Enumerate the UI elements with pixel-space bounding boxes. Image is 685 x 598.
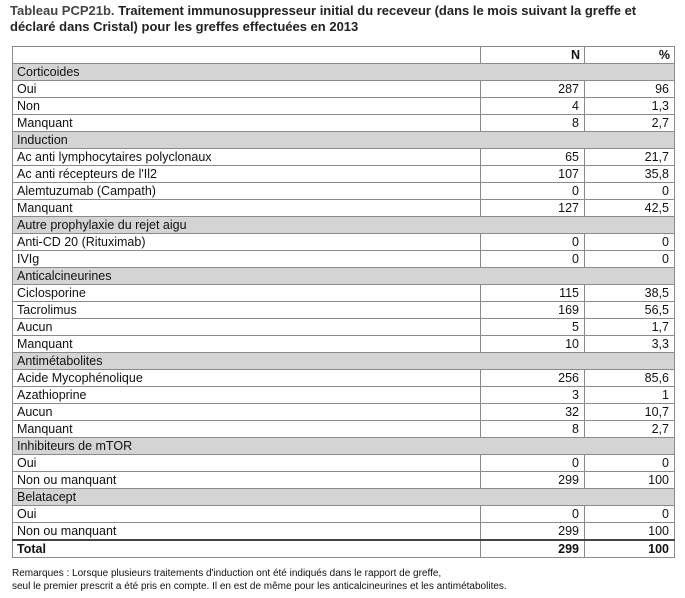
group-header-row	[13, 438, 675, 455]
row-count: 299	[481, 540, 585, 558]
row-label: Anti-CD 20 (Rituximab)	[13, 234, 481, 251]
table-row	[13, 472, 675, 489]
row-count: 256	[481, 370, 585, 387]
group-label: Corticoides	[13, 64, 675, 81]
row-percent: 1,7	[585, 319, 675, 336]
row-percent: 56,5	[585, 302, 675, 319]
row-label: Manquant	[13, 421, 481, 438]
row-count: 287	[481, 81, 585, 98]
group-label: Belatacept	[13, 489, 675, 506]
remarks	[12, 567, 677, 593]
group-header-row	[13, 489, 675, 506]
header-label-cell	[13, 47, 481, 64]
table-row	[13, 200, 675, 217]
row-percent: 2,7	[585, 421, 675, 438]
row-percent: 1	[585, 387, 675, 404]
treatment-table	[12, 46, 675, 558]
row-percent: 10,7	[585, 404, 675, 421]
table-row	[13, 149, 675, 166]
row-percent: 35,8	[585, 166, 675, 183]
row-label: Acide Mycophénolique	[13, 370, 481, 387]
total-row	[13, 540, 675, 558]
table-title	[10, 3, 680, 35]
row-count: 0	[481, 251, 585, 268]
table-row	[13, 404, 675, 421]
table-row	[13, 421, 675, 438]
table-row	[13, 387, 675, 404]
table-row	[13, 234, 675, 251]
table-row	[13, 183, 675, 200]
table-row	[13, 506, 675, 523]
header-n: N	[481, 47, 585, 64]
row-label: IVIg	[13, 251, 481, 268]
header-row	[13, 47, 675, 64]
row-label: Ac anti récepteurs de l'Il2	[13, 166, 481, 183]
group-label: Induction	[13, 132, 675, 149]
table-row	[13, 336, 675, 353]
group-header-row	[13, 132, 675, 149]
row-percent: 85,6	[585, 370, 675, 387]
row-label: Alemtuzumab (Campath)	[13, 183, 481, 200]
row-count: 0	[481, 506, 585, 523]
row-label: Manquant	[13, 336, 481, 353]
group-header-row	[13, 268, 675, 285]
row-label: Oui	[13, 455, 481, 472]
table-row	[13, 319, 675, 336]
group-label: Anticalcineurines	[13, 268, 675, 285]
table-title-text: Traitement immunosuppresseur initial du receveur (dans le mois suivant la greffe et déclaré dans Cristal) pour les greffes effectuées en 2013	[10, 3, 637, 34]
row-count: 3	[481, 387, 585, 404]
row-label: Ciclosporine	[13, 285, 481, 302]
row-label: Ac anti lymphocytaires polyclonaux	[13, 149, 481, 166]
row-label: Aucun	[13, 404, 481, 421]
table-row	[13, 370, 675, 387]
group-header-row	[13, 353, 675, 370]
row-percent: 2,7	[585, 115, 675, 132]
table-row	[13, 81, 675, 98]
row-count: 115	[481, 285, 585, 302]
table-row	[13, 115, 675, 132]
table-row	[13, 455, 675, 472]
group-label: Antimétabolites	[13, 353, 675, 370]
row-label: Non	[13, 98, 481, 115]
table-row	[13, 251, 675, 268]
row-percent: 0	[585, 455, 675, 472]
row-percent: 100	[585, 472, 675, 489]
row-label: Manquant	[13, 115, 481, 132]
row-percent: 96	[585, 81, 675, 98]
row-percent: 21,7	[585, 149, 675, 166]
row-count: 0	[481, 234, 585, 251]
table-row	[13, 166, 675, 183]
table-row	[13, 523, 675, 541]
row-percent: 3,3	[585, 336, 675, 353]
row-label: Total	[13, 540, 481, 558]
row-count: 8	[481, 115, 585, 132]
row-count: 0	[481, 455, 585, 472]
row-label: Azathioprine	[13, 387, 481, 404]
row-count: 4	[481, 98, 585, 115]
row-percent: 0	[585, 183, 675, 200]
row-percent: 100	[585, 540, 675, 558]
row-percent: 38,5	[585, 285, 675, 302]
row-count: 65	[481, 149, 585, 166]
table-row	[13, 285, 675, 302]
group-header-row	[13, 217, 675, 234]
row-count: 107	[481, 166, 585, 183]
remarks-line-2: seul le premier prescrit a été pris en compte. Il en est de même pour les anticalcineurines et les antimétabolites.	[12, 581, 507, 592]
row-label: Aucun	[13, 319, 481, 336]
row-count: 127	[481, 200, 585, 217]
row-percent: 42,5	[585, 200, 675, 217]
row-percent: 0	[585, 251, 675, 268]
table-row	[13, 302, 675, 319]
row-percent: 0	[585, 506, 675, 523]
row-label: Non ou manquant	[13, 523, 481, 541]
row-count: 5	[481, 319, 585, 336]
group-header-row	[13, 64, 675, 81]
row-count: 299	[481, 523, 585, 541]
row-count: 32	[481, 404, 585, 421]
row-count: 169	[481, 302, 585, 319]
row-count: 8	[481, 421, 585, 438]
remarks-line-1: Remarques : Lorsque plusieurs traitements d'induction ont été indiqués dans le rapport de greffe,	[12, 568, 442, 579]
group-label: Inhibiteurs de mTOR	[13, 438, 675, 455]
table-row	[13, 98, 675, 115]
row-count: 0	[481, 183, 585, 200]
row-label: Oui	[13, 81, 481, 98]
row-count: 299	[481, 472, 585, 489]
row-count: 10	[481, 336, 585, 353]
row-percent: 1,3	[585, 98, 675, 115]
table-title-label: Tableau PCP21b.	[10, 3, 115, 18]
row-label: Non ou manquant	[13, 472, 481, 489]
header-percent: %	[585, 47, 675, 64]
group-label: Autre prophylaxie du rejet aigu	[13, 217, 675, 234]
row-label: Oui	[13, 506, 481, 523]
row-percent: 0	[585, 234, 675, 251]
table-body	[13, 64, 675, 558]
row-label: Tacrolimus	[13, 302, 481, 319]
row-percent: 100	[585, 523, 675, 541]
row-label: Manquant	[13, 200, 481, 217]
